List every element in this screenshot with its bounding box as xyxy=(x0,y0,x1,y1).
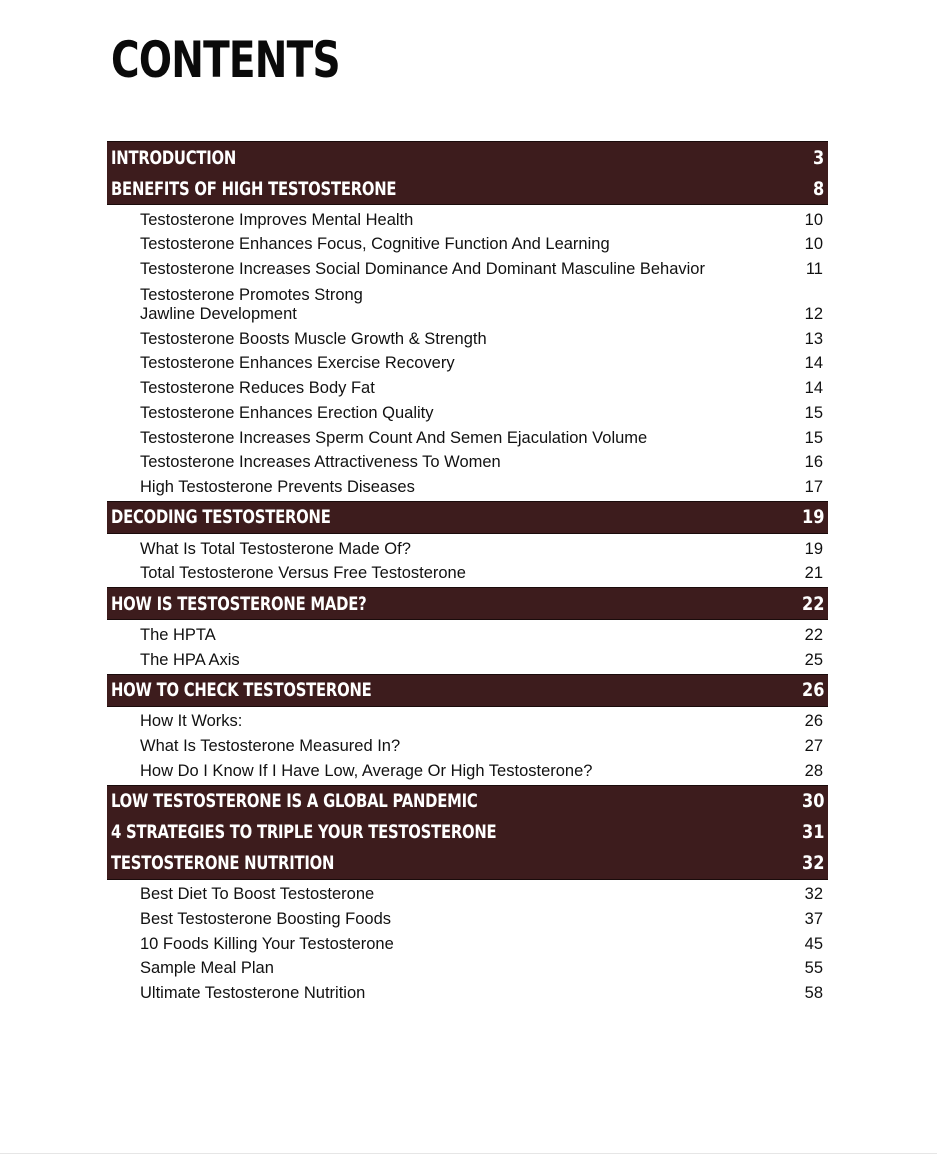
toc-subsection-entry[interactable] xyxy=(107,425,828,450)
page-bottom-divider xyxy=(0,1153,937,1154)
toc-section-title: DECODING TESTOSTERONE xyxy=(111,506,331,529)
toc-section-entry[interactable] xyxy=(107,675,828,706)
toc-subsection-title: The HPTA xyxy=(140,625,216,644)
toc-subsection-entry[interactable] xyxy=(107,956,828,981)
toc-subsection-page-number: 37 xyxy=(804,910,823,929)
toc-subsection-title: Testosterone Improves Mental Health xyxy=(140,210,414,229)
toc-subsection-title: Testosterone Increases Sperm Count And Semen Ejaculation Volume xyxy=(140,428,648,447)
toc-section-title: TESTOSTERONE NUTRITION xyxy=(111,852,335,875)
toc-subsection-title: 10 Foods Killing Your Testosterone xyxy=(140,934,394,953)
toc-section-page-number: 30 xyxy=(801,790,824,813)
toc-subsection-page-number: 11 xyxy=(805,260,823,279)
toc-subsection-page-number: 26 xyxy=(804,712,823,731)
toc-subsection-page-number: 10 xyxy=(804,235,823,254)
section-header-block xyxy=(107,674,828,707)
toc-subsection-title: How It Works: xyxy=(140,712,243,731)
toc-subsection-entry[interactable] xyxy=(107,256,828,281)
toc-section-page-number: 32 xyxy=(801,852,824,875)
toc-subsection-entry[interactable] xyxy=(107,980,828,1005)
section-header-block xyxy=(107,785,828,880)
toc-subsection-list xyxy=(107,205,828,501)
toc-subsection-page-number: 55 xyxy=(804,959,823,978)
page-title: CONTENTS xyxy=(111,31,340,89)
toc-section-page-number: 31 xyxy=(801,821,824,844)
toc-subsection-page-number: 14 xyxy=(804,379,823,398)
toc-section-title: 4 STRATEGIES TO TRIPLE YOUR TESTOSTERONE xyxy=(111,821,497,844)
toc-section-page-number: 3 xyxy=(812,146,824,169)
section-header-block xyxy=(107,141,828,205)
toc-subsection-title: Total Testosterone Versus Free Testosterone xyxy=(140,564,466,583)
toc-section-entry[interactable] xyxy=(107,817,828,848)
toc-subsection-title: Testosterone Enhances Focus, Cognitive Function And Learning xyxy=(140,235,610,254)
toc-section-entry[interactable] xyxy=(107,502,828,533)
toc-subsection-entry[interactable] xyxy=(107,400,828,425)
toc-subsection-title: Best Diet To Boost Testosterone xyxy=(140,885,375,904)
toc-section-entry[interactable] xyxy=(107,588,828,619)
toc-section-entry[interactable] xyxy=(107,142,828,173)
toc-section-title: LOW TESTOSTERONE IS A GLOBAL PANDEMIC xyxy=(111,790,478,813)
toc-section-title: HOW IS TESTOSTERONE MADE? xyxy=(111,592,367,615)
toc-section-entry[interactable] xyxy=(107,173,828,204)
toc-section-entry[interactable] xyxy=(107,786,828,817)
toc-subsection-entry[interactable] xyxy=(107,931,828,956)
toc-subsection-entry[interactable] xyxy=(107,561,828,586)
toc-subsection-entry[interactable] xyxy=(107,450,828,475)
toc-subsection-entry[interactable] xyxy=(107,351,828,376)
section-header-block xyxy=(107,587,828,620)
toc-section-page-number: 22 xyxy=(801,592,824,615)
toc-subsection-entry[interactable] xyxy=(107,375,828,400)
toc-subsection-page-number: 14 xyxy=(804,354,823,373)
toc-subsection-title: Testosterone Enhances Exercise Recovery xyxy=(140,354,455,373)
toc-subsection-title: Testosterone Reduces Body Fat xyxy=(140,379,375,398)
toc-section-entry[interactable] xyxy=(107,848,828,879)
toc-section-title: HOW TO CHECK TESTOSTERONE xyxy=(111,679,372,702)
toc-subsection-entry[interactable] xyxy=(107,882,828,907)
toc-subsection-entry[interactable] xyxy=(107,906,828,931)
toc-subsection-page-number: 10 xyxy=(804,210,823,229)
table-of-contents xyxy=(107,141,828,1007)
toc-subsection-title: How Do I Know If I Have Low, Average Or High Testosterone? xyxy=(140,761,593,780)
toc-subsection-title: Testosterone Boosts Muscle Growth & Strength xyxy=(140,329,487,348)
toc-subsection-entry[interactable] xyxy=(107,474,828,499)
toc-subsection-entry[interactable] xyxy=(107,207,828,232)
toc-subsection-title: The HPA Axis xyxy=(140,650,240,669)
toc-subsection-entry[interactable] xyxy=(107,326,828,351)
toc-subsection-entry[interactable] xyxy=(107,622,828,647)
toc-subsection-entry[interactable] xyxy=(107,647,828,672)
toc-subsection-entry[interactable] xyxy=(107,709,828,734)
toc-subsection-page-number: 32 xyxy=(804,885,823,904)
toc-subsection-list xyxy=(107,880,828,1007)
toc-subsection-page-number: 25 xyxy=(804,650,823,669)
toc-subsection-list xyxy=(107,620,828,673)
toc-subsection-page-number: 21 xyxy=(804,564,823,583)
toc-subsection-page-number: 22 xyxy=(804,625,823,644)
toc-subsection-title: Testosterone Enhances Erection Quality xyxy=(140,403,434,422)
toc-subsection-entry[interactable] xyxy=(107,536,828,561)
toc-section-page-number: 19 xyxy=(801,506,824,529)
toc-section-page-number: 8 xyxy=(812,177,824,200)
toc-subsection-page-number: 27 xyxy=(804,737,823,755)
toc-subsection-page-number: 15 xyxy=(804,403,823,422)
toc-subsection-page-number: 15 xyxy=(804,428,823,447)
toc-subsection-entry[interactable] xyxy=(107,232,828,257)
toc-subsection-title: High Testosterone Prevents Diseases xyxy=(140,477,415,496)
toc-subsection-page-number: 45 xyxy=(804,934,823,953)
toc-subsection-page-number: 16 xyxy=(804,453,823,472)
toc-subsection-title: Ultimate Testosterone Nutrition xyxy=(140,984,366,1003)
toc-subsection-entry[interactable] xyxy=(107,733,828,758)
section-header-block xyxy=(107,501,828,534)
toc-subsection-title: Best Testosterone Boosting Foods xyxy=(140,910,392,929)
toc-section-page-number: 26 xyxy=(801,679,824,702)
toc-subsection-title: Testosterone Increases Attractiveness To Women xyxy=(140,453,501,472)
toc-subsection-page-number: 13 xyxy=(804,329,823,348)
toc-subsection-title: Sample Meal Plan xyxy=(140,959,274,978)
toc-subsection-title: Testosterone Promotes Strong Jawline Development xyxy=(140,286,363,324)
toc-subsection-title: What Is Total Testosterone Made Of? xyxy=(140,539,411,558)
toc-subsection-title: Testosterone Increases Social Dominance And Dominant Masculine Behavior xyxy=(140,260,705,279)
toc-subsection-list xyxy=(107,707,828,785)
toc-subsection-entry[interactable] xyxy=(107,281,828,326)
toc-subsection-page-number: 28 xyxy=(804,761,823,780)
toc-section-title: BENEFITS OF HIGH TESTOSTERONE xyxy=(111,177,397,200)
toc-subsection-page-number: 58 xyxy=(804,984,823,1003)
toc-subsection-page-number: 17 xyxy=(804,477,823,496)
toc-subsection-page-number: 19 xyxy=(804,539,823,558)
toc-section-title: INTRODUCTION xyxy=(111,146,237,169)
toc-subsection-title: What Is Testosterone Measured In? xyxy=(140,737,401,755)
toc-subsection-list xyxy=(107,534,828,587)
toc-subsection-entry[interactable] xyxy=(107,758,828,783)
toc-subsection-page-number: 12 xyxy=(804,305,823,324)
